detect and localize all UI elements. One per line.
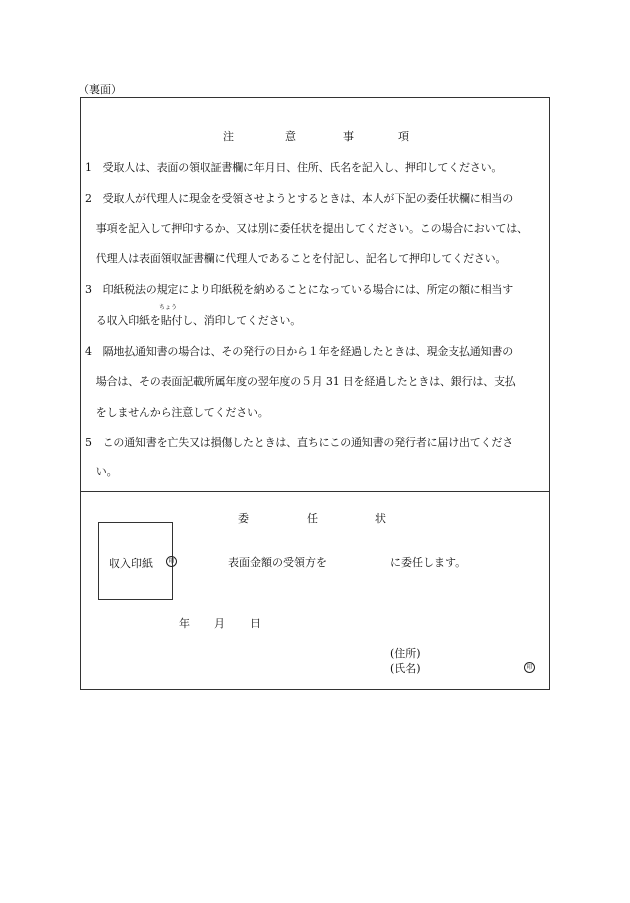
date-year-label: 年 [179, 617, 190, 630]
notes-heading-char-4: 項 [398, 130, 409, 143]
note-line-1: 1 受取人は、表面の領収証書欄に年月日、住所、氏名を記入し、押印してください。 [85, 161, 503, 174]
page-side-label: （裏面） [78, 83, 122, 96]
date-day-label: 日 [250, 617, 261, 630]
note-line-7: 4 隔地払通知書の場合は、その発行の日から１年を経過したときは、現金支払通知書の [85, 345, 513, 358]
note-line-10: 5 この通知書を亡失又は損傷したときは、直ちにこの通知書の発行者に届け出てくださ [85, 436, 513, 449]
note-line-6: る収入印紙を貼付し、消印してください。 [85, 314, 301, 327]
ruby-annotation: ちょう [159, 304, 178, 311]
seal-mark-name: 印 [524, 662, 535, 673]
notes-heading-char-3: 事 [343, 130, 354, 143]
note-line-9: をしませんから注意してください。 [85, 406, 269, 419]
note-line-3: 事項を記入して押印するか、又は別に委任状を提出してください。この場合においては、 [85, 222, 528, 235]
revenue-stamp-label: 収入印紙 [109, 557, 153, 570]
note-line-2: 2 受取人が代理人に現金を受領させようとするときは、本人が下記の委任状欄に相当の [85, 192, 513, 205]
proxy-heading-char-2: 任 [307, 512, 318, 525]
note-line-4: 代理人は表面領収証書欄に代理人であることを付記し、記名して押印してください。 [85, 252, 507, 265]
date-month-label: 月 [214, 617, 225, 630]
notes-heading-char-2: 意 [285, 130, 296, 143]
delegation-text: 表面金額の受領方を [228, 556, 327, 569]
note-line-5: 3 印紙税法の規定により印紙税を納めることになっている場合には、所定の額に相当す [85, 283, 513, 296]
note-line-11: い。 [85, 465, 118, 478]
seal-mark: 印 [166, 556, 177, 567]
notes-heading-char-1: 注 [223, 130, 234, 143]
address-label: (住所) [390, 647, 421, 660]
proxy-heading-char-1: 委 [238, 512, 249, 525]
delegation-suffix: に委任します。 [390, 556, 467, 569]
proxy-heading-char-3: 状 [375, 512, 386, 525]
name-label: (氏名) [390, 662, 421, 675]
notes-frame [80, 97, 550, 690]
section-divider [80, 491, 550, 492]
note-line-8: 場合は、その表面記載所属年度の翌年度の５月 31 日を経過したときは、銀行は、支払 [85, 375, 516, 388]
